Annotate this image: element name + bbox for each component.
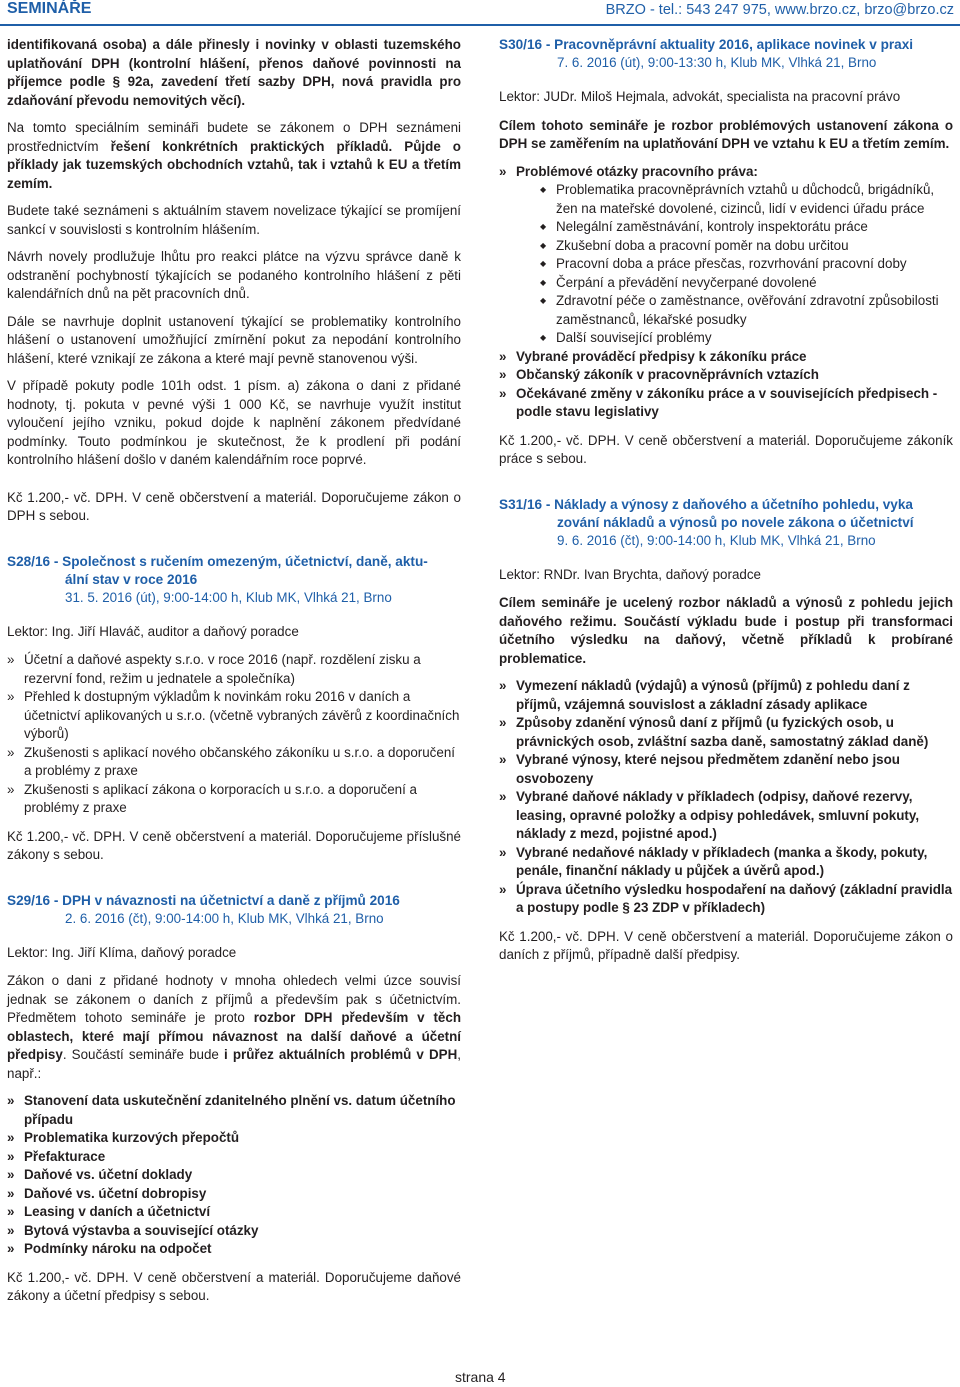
- sub-list-item: ◆ Problematika pracovněprávních vztahů u důchodců, brigádníků, žen na mateřské dovolené, cizinců, lidí v evidenci úřadu práce: [540, 181, 953, 218]
- intro-price: Kč 1.200,- vč. DPH. V ceně občerstvení a materiál. Doporučujeme zákon o DPH s sebou.: [7, 489, 461, 523]
- seminar-price: Kč 1.200,- vč. DPH. V ceně občerstvení a materiál. Doporučujeme daňové zákony a účetní předpisy s sebou.: [7, 1269, 461, 1303]
- left-column: [7, 36, 461, 1315]
- list-item: » Vybrané prováděcí předpisy k zákoníku práce: [499, 348, 953, 367]
- list-item: » Daňové vs. účetní dobropisy: [7, 1185, 461, 1204]
- seminar-lector: Lektor: RNDr. Ivan Brychta, daňový poradce: [499, 566, 761, 582]
- intro-paragraph-2: Na tomto speciálním semináři budete se zákonem o DPH seznámeni prostřednictvím řešení konkrétních praktických příkladů. Půjde o příklady jak tuzemských obchodních vztahů, tak i vztahů k EU a třetím zemím.: [7, 120, 461, 191]
- page-number: strana 4: [455, 1369, 506, 1385]
- list-item: » Podmínky nároku na odpočet: [7, 1240, 461, 1259]
- list-item: » Vymezení nákladů (výdajů) a výnosů (příjmů) z pohledu daní z příjmů, vzájemná souvislost a základní zásady aplikace: [499, 677, 953, 714]
- list-item: » Daňové vs. účetní doklady: [7, 1166, 461, 1185]
- seminar-topics: [7, 1092, 461, 1259]
- seminar-date: 7. 6. 2016 (út), 9:00-13:30 h, Klub MK, Vlhká 21, Brno: [557, 55, 877, 70]
- seminar-s29: [7, 892, 461, 1306]
- list-item: » Leasing v daních a účetnictví: [7, 1203, 461, 1222]
- list-item: » Občanský zákoník v pracovněprávních vztazích: [499, 366, 953, 385]
- list-item: » Úprava účetního výsledku hospodaření na daňový (základní pravidla a postupy podle § 23 ZDP v příkladech): [499, 881, 953, 918]
- list-item: » Vybrané daňové náklady v příkladech (odpisy, daňové rezervy, leasing, opravné položky a odpisy pohledávek, smluvní pokuty, náklady z mezd, pojistné apod.): [499, 788, 953, 844]
- intro-paragraph-5: Dále se navrhuje doplnit ustanovení týkající se problematiky kontrolního hlášení o ustanovení umožňující zmírnění pokut za nepodání kontrolního hlášení, které vznikají ze zákona a které mají pevně stanovenou výši.: [7, 313, 461, 366]
- sub-list-item: ◆ Pracovní doba a práce přesčas, rozvrhování pracovní doby: [540, 255, 953, 274]
- list-item: » Problémové otázky pracovního práva: ◆ Problematika pracovněprávních vztahů u důchodců, brigádníků, žen na mateřské dovolené, cizinců, lidí v evidenci úřadu práce ◆ Nelegální zaměstnávání, kontroly inspektorátu práce ◆ Zkušební doba a pracovní poměr na dobu určitou ◆ Pracovní doba a práce přesčas, rozvrhování pracovní doby ◆ Čerpání a převádění nevyčerpané dovolené ◆ Zdravotní péče o zaměstnance, ověřování zdravotní způsobilosti zaměstnanců, lékařské posudky ◆ Další související problémy: [499, 163, 953, 348]
- seminar-title: S30/16 - Pracovněprávní aktuality 2016, aplikace novinek v praxi: [499, 37, 914, 52]
- sub-list-item: ◆ Čerpání a převádění nevyčerpané dovolené: [540, 274, 953, 293]
- section-title: SEMINÁŘE: [7, 0, 92, 17]
- seminar-price: Kč 1.200,- vč. DPH. V ceně občerstvení a materiál. Doporučujeme zákon o daních z příjmů, případně další předpisy.: [499, 928, 953, 962]
- page-header: [0, 0, 960, 22]
- seminar-title: S31/16 - Náklady a výnosy z daňového a účetního pohledu, vyka zování nákladů a výnosů po novele zákona o účetnictví: [499, 496, 914, 530]
- seminar-price: Kč 1.200,- vč. DPH. V ceně občerstvení a materiál. Doporučujeme zákoník práce s sebou.: [499, 432, 953, 466]
- list-item: » Zkušenosti s aplikací zákona o korporacích u s.r.o. a doporučení a problémy z praxe: [7, 781, 461, 818]
- seminar-date: 9. 6. 2016 (čt), 9:00-14:00 h, Klub MK, Vlhká 21, Brno: [557, 532, 876, 548]
- sub-list-item: ◆ Zdravotní péče o zaměstnance, ověřování zdravotní způsobilosti zaměstnanců, lékařské posudky: [540, 292, 953, 329]
- sub-list-item: ◆ Nelegální zaměstnávání, kontroly inspektorátu práce: [540, 218, 953, 237]
- intro-paragraph-1: identifikovaná osoba) a dále přinesly i novinky v oblasti tuzemského uplatňování DPH (kontrolní hlášení, přenos daňové povinnosti na příjemce podle § 92a, zavedení třetí sazby DPH, nová pravidla pro zdaňování převodu nemovitých věcí).: [7, 37, 461, 108]
- seminar-s31: [499, 496, 953, 965]
- list-item: » Vybrané výnosy, které nejsou předmětem zdanění nebo jsou osvobozeny: [499, 751, 953, 788]
- seminar-s30: [499, 36, 953, 469]
- list-item: » Očekávané změny v zákoníku práce a v souvisejících předpisech - podle stavu legislativy: [499, 385, 953, 422]
- seminar-date: 31. 5. 2016 (út), 9:00-14:00 h, Klub MK, Vlhká 21, Brno: [65, 589, 392, 605]
- seminar-date: 2. 6. 2016 (čt), 9:00-14:00 h, Klub MK, Vlhká 21, Brno: [65, 910, 384, 926]
- list-item: » Účetní a daňové aspekty s.r.o. v roce 2016 (např. rozdělení zisku a rezervní fond, režim u jednatele a společníka): [7, 651, 461, 688]
- sub-list-item: ◆ Další související problémy: [540, 329, 953, 348]
- list-item: » Stanovení data uskutečnění zdanitelného plnění vs. datum účetního případu: [7, 1092, 461, 1129]
- seminar-lector: Lektor: Ing. Jiří Hlaváč, auditor a daňový poradce: [7, 623, 299, 639]
- sub-topics: [516, 181, 953, 348]
- sub-list-item: ◆ Zkušební doba a pracovní poměr na dobu určitou: [540, 237, 953, 256]
- seminar-goal: Cílem tohoto semináře je rozbor problémových ustanovení zákona o DPH se zaměřením na uplatňování DPH ve vztahu k EU a třetím zemím.: [499, 117, 953, 151]
- intro-paragraph-6: V případě pokuty podle 101h odst. 1 písm. a) zákona o dani z přidané hodnoty, tj. pokuta v pevné výši 1 000 Kč, se navrhuje využít institut vyloučení jejího vzniku, pokud dojde k naplnění zákonem předvídané podmínky. Touto podmínkou je skutečnost, že k prodlení při podání kontrolního hlášení došlo v daném kalendářním roce poprvé.: [7, 378, 461, 467]
- intro-paragraph-3: Budete také seznámeni s aktuálním stavem novelizace týkající se promíjení sankcí v souvislosti s kontrolním hlášením.: [7, 203, 461, 237]
- seminar-topics: [499, 677, 953, 918]
- seminar-topics: [499, 163, 953, 422]
- intro-paragraph-4: Návrh novely prodlužuje lhůtu pro reakci plátce na výzvu správce daně k odstranění pochybností týkajících se podaného kontrolního hlášení z pěti kalendářních dnů na pět pracovních dnů.: [7, 249, 461, 301]
- list-item: » Vybrané nedaňové náklady v příkladech (manka a škody, pokuty, penále, finanční náklady u půjček a úvěrů apod.): [499, 844, 953, 881]
- seminar-goal: Cílem semináře je ucelený rozbor nákladů a výnosů z pohledu jejich daňového režimu. Součástí výkladu bude i postup při transformaci účetního výsledku na daňový, včetně příkladů k probírané problematice.: [499, 595, 953, 666]
- list-item: » Bytová výstavba a související otázky: [7, 1222, 461, 1241]
- header-rule: [0, 24, 960, 26]
- right-column: [499, 36, 953, 974]
- list-item: » Přehled k dostupným výkladům k novinkám roku 2016 v daních a účetnictví aplikovaných u s.r.o. (včetně vybraných závěrů z koordinačních výborů): [7, 688, 461, 744]
- seminar-title: S28/16 - Společnost s ručením omezeným, účetnictví, daně, aktu- ální stav v roce 2016: [7, 553, 428, 587]
- seminar-description: Zákon o dani z přidané hodnoty v mnoha ohledech velmi úzce souvisí jednak se zákonem o daních z příjmů a především pak s účetnictvím. Předmětem tohoto semináře je proto rozbor DPH především v těch oblastech, které mají přímou návaznost na další daňové a účetní předpisy. Součástí semináře bude i průřez aktuálních problémů v DPH, např.:: [7, 973, 461, 1081]
- list-item: » Zkušenosti s aplikací nového občanského zákoníku u s.r.o. a doporučení a problémy z praxe: [7, 744, 461, 781]
- seminar-lector: Lektor: Ing. Jiří Klíma, daňový poradce: [7, 944, 237, 960]
- list-item: » Způsoby zdanění výnosů daní z příjmů (u fyzických osob, u právnických osob, zvláštní sazba daně, samostatný základ daně): [499, 714, 953, 751]
- seminar-title: S29/16 - DPH v návaznosti na účetnictví a daně z příjmů 2016: [7, 892, 400, 908]
- seminar-lector: Lektor: JUDr. Miloš Hejmala, advokát, specialista na pracovní právo: [499, 89, 901, 104]
- list-item: » Přefakturace: [7, 1148, 461, 1167]
- seminar-topics: [7, 651, 461, 818]
- list-item: » Problematika kurzových přepočtů: [7, 1129, 461, 1148]
- contact-info: BRZO - tel.: 543 247 975, www.brzo.cz, brzo@brzo.cz: [605, 2, 954, 18]
- seminar-s28: [7, 553, 461, 865]
- seminar-price: Kč 1.200,- vč. DPH. V ceně občerstvení a materiál. Doporučujeme příslušné zákony s sebou.: [7, 828, 461, 862]
